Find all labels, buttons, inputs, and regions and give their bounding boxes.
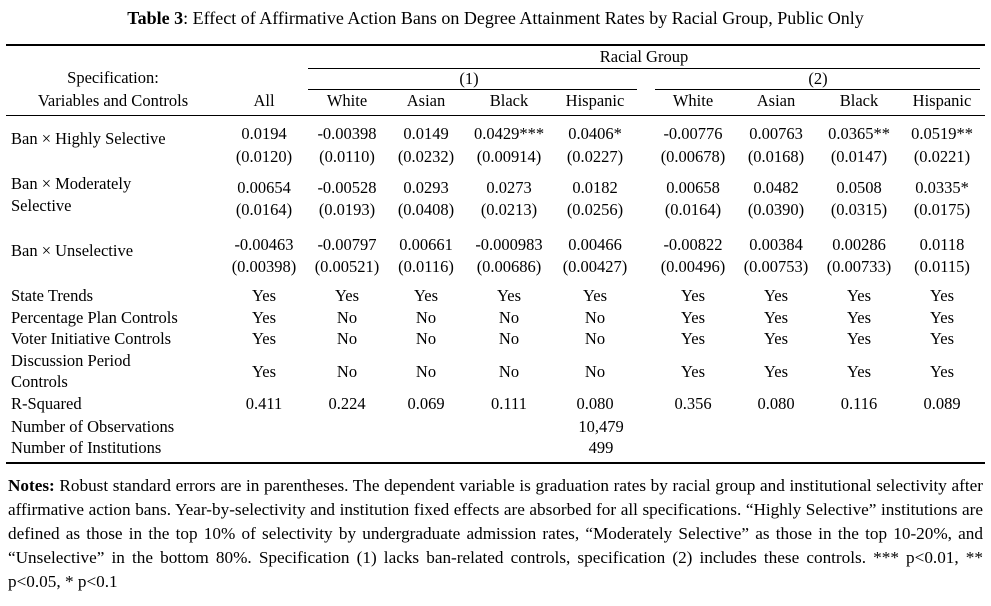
row-label-cont: Selective <box>11 196 72 215</box>
control-value: Yes <box>680 362 705 381</box>
control-value: No <box>584 308 606 327</box>
control-value: 0.080 <box>576 394 614 413</box>
observations-value: 10,479 <box>578 417 624 436</box>
control-value: No <box>336 329 358 348</box>
control-value: Yes <box>929 329 954 348</box>
control-value: Yes <box>582 286 607 305</box>
std-error-cell: (0.0193) <box>318 200 376 219</box>
row-label: Ban × Unselective <box>11 241 134 260</box>
control-label-cont: Controls <box>11 372 68 391</box>
control-value: Yes <box>496 286 521 305</box>
observations-label: Number of Observations <box>11 417 175 436</box>
std-error-cell: (0.0213) <box>480 200 538 219</box>
control-value: No <box>498 362 520 381</box>
control-value: 0.089 <box>923 394 961 413</box>
std-error-cell: (0.0115) <box>914 257 970 276</box>
control-value: 0.069 <box>407 394 445 413</box>
spec1-rule <box>308 89 637 90</box>
racial-group-header: Racial Group <box>599 47 689 66</box>
coefficient-cell: 0.0508 <box>836 178 882 197</box>
coefficient-cell: -0.00776 <box>663 124 723 143</box>
coefficient-cell: 0.00658 <box>666 178 720 197</box>
coefficient-cell: -0.00398 <box>317 124 377 143</box>
control-value: No <box>336 308 358 327</box>
std-error-cell: (0.00686) <box>476 257 542 276</box>
control-value: Yes <box>680 329 705 348</box>
control-value: Yes <box>251 329 276 348</box>
institutions-label: Number of Institutions <box>11 438 162 457</box>
control-label: R-Squared <box>11 394 82 413</box>
spec2-rule <box>655 89 980 90</box>
spec2-header: (2) <box>808 69 828 88</box>
racial-group-rule <box>308 68 980 69</box>
std-error-cell: (0.0232) <box>397 147 455 166</box>
control-value: Yes <box>251 286 276 305</box>
control-label: Discussion Period <box>11 351 131 370</box>
coefficient-cell: 0.0273 <box>486 178 532 197</box>
control-value: 0.111 <box>491 394 527 413</box>
std-error-cell: (0.0256) <box>566 200 624 219</box>
column-header: Asian <box>756 91 796 110</box>
std-error-cell: (0.00914) <box>476 147 542 166</box>
std-error-cell: (0.0390) <box>747 200 805 219</box>
coefficient-cell: 0.0365** <box>828 124 890 143</box>
spec-header-line1: Specification: <box>67 68 159 87</box>
coefficient-cell: 0.00384 <box>749 235 803 254</box>
column-header: Black <box>489 91 529 110</box>
coefficient-cell: -0.00463 <box>234 235 294 254</box>
control-value: Yes <box>763 308 788 327</box>
column-header: Hispanic <box>565 91 625 110</box>
coefficient-cell: 0.0429*** <box>473 124 545 143</box>
control-value: Yes <box>929 308 954 327</box>
control-value: Yes <box>846 329 871 348</box>
coefficient-cell: -0.00822 <box>663 235 723 254</box>
control-value: Yes <box>251 308 276 327</box>
control-value: Yes <box>929 286 954 305</box>
std-error-cell: (0.0116) <box>398 257 454 276</box>
coefficient-cell: 0.0519** <box>911 124 973 143</box>
row-label: Ban × Moderately <box>11 174 132 193</box>
caption-text: : Effect of Affirmative Action Bans on Degree Attainment Rates by Racial Group, Public Only <box>183 8 864 28</box>
control-value: 0.411 <box>245 394 283 413</box>
spec-header-line2: Variables and Controls <box>37 91 189 110</box>
coefficient-cell: 0.0182 <box>572 178 618 197</box>
column-header: All <box>253 91 275 110</box>
coefficient-cell: 0.0149 <box>403 124 449 143</box>
coefficient-cell: 0.00661 <box>399 235 453 254</box>
coefficient-cell: 0.00654 <box>237 178 291 197</box>
std-error-cell: (0.00496) <box>660 257 726 276</box>
coefficient-cell: 0.0293 <box>403 178 449 197</box>
control-value: Yes <box>251 362 276 381</box>
std-error-cell: (0.00678) <box>660 147 726 166</box>
control-value: Yes <box>763 329 788 348</box>
control-value: No <box>415 329 437 348</box>
std-error-cell: (0.00753) <box>743 257 809 276</box>
control-value: Yes <box>846 308 871 327</box>
std-error-cell: (0.0164) <box>235 200 293 219</box>
caption-label: Table 3 <box>127 8 184 28</box>
std-error-cell: (0.0168) <box>747 147 805 166</box>
control-value: Yes <box>929 362 954 381</box>
control-value: Yes <box>846 362 871 381</box>
top-rule <box>6 44 985 46</box>
std-error-cell: (0.0221) <box>913 147 971 166</box>
column-header: White <box>326 91 368 110</box>
std-error-cell: (0.00398) <box>231 257 297 276</box>
column-header: Asian <box>406 91 446 110</box>
control-label: State Trends <box>11 286 94 305</box>
std-error-cell: (0.0120) <box>235 147 293 166</box>
coefficient-cell: 0.0406* <box>568 124 622 143</box>
control-value: Yes <box>680 286 705 305</box>
std-error-cell: (0.0110) <box>319 147 375 166</box>
coefficient-cell: 0.00466 <box>568 235 622 254</box>
control-value: Yes <box>763 362 788 381</box>
control-value: No <box>584 362 606 381</box>
column-header: Hispanic <box>912 91 972 110</box>
std-error-cell: (0.0315) <box>830 200 888 219</box>
control-value: Yes <box>680 308 705 327</box>
control-label: Percentage Plan Controls <box>11 308 178 327</box>
control-value: Yes <box>846 286 871 305</box>
control-value: Yes <box>763 286 788 305</box>
coefficient-cell: 0.00286 <box>832 235 886 254</box>
std-error-cell: (0.0408) <box>397 200 455 219</box>
column-header: White <box>672 91 714 110</box>
control-value: No <box>498 308 520 327</box>
institutions-value: 499 <box>588 438 614 457</box>
table-caption <box>0 8 991 29</box>
std-error-cell: (0.0175) <box>913 200 971 219</box>
std-error-cell: (0.00733) <box>826 257 892 276</box>
control-value: 0.080 <box>757 394 795 413</box>
control-value: No <box>415 308 437 327</box>
std-error-cell: (0.00427) <box>562 257 628 276</box>
coefficient-cell: 0.0118 <box>919 235 965 254</box>
coefficient-cell: 0.0194 <box>241 124 287 143</box>
control-value: No <box>498 329 520 348</box>
control-value: 0.224 <box>328 394 366 413</box>
control-value: Yes <box>413 286 438 305</box>
control-value: 0.116 <box>840 394 878 413</box>
control-label: Voter Initiative Controls <box>11 329 172 348</box>
control-value: Yes <box>334 286 359 305</box>
control-value: No <box>336 362 358 381</box>
coefficient-cell: -0.000983 <box>475 235 543 254</box>
std-error-cell: (0.0227) <box>566 147 624 166</box>
notes-label: Notes: <box>8 476 55 495</box>
column-header: Black <box>839 91 879 110</box>
std-error-cell: (0.00521) <box>314 257 380 276</box>
control-value: No <box>584 329 606 348</box>
coefficient-cell: -0.00797 <box>317 235 377 254</box>
control-value: 0.356 <box>674 394 712 413</box>
coefficient-cell: -0.00528 <box>317 178 377 197</box>
notes-text: Robust standard errors are in parentheses. The dependent variable is graduation rates by racial group and institutional selectivity after affirmative action bans. Year-by-selectivity and institution fixed effects are absorbed for all specifications. “Highly Selective” institutions are defined as those in the top 10% of selectivity by undergraduate admission rates, “Moderately Selective” as those in the top 10-20%, and “Unselective” in the bottom 80%. Specification (1) lacks ban-related controls, specification (2) includes these controls. *** p<0.01, ** p<0.05, * p<0.1 <box>8 476 983 591</box>
control-value: No <box>415 362 437 381</box>
std-error-cell: (0.0164) <box>664 200 722 219</box>
header-rule <box>6 115 985 116</box>
std-error-cell: (0.0147) <box>830 147 888 166</box>
bottom-rule <box>6 462 985 464</box>
coefficient-cell: 0.00763 <box>749 124 803 143</box>
coefficient-cell: 0.0482 <box>753 178 799 197</box>
coefficient-cell: 0.0335* <box>915 178 969 197</box>
table-notes <box>8 474 983 594</box>
spec1-header: (1) <box>459 69 479 88</box>
row-label: Ban × Highly Selective <box>11 129 166 148</box>
